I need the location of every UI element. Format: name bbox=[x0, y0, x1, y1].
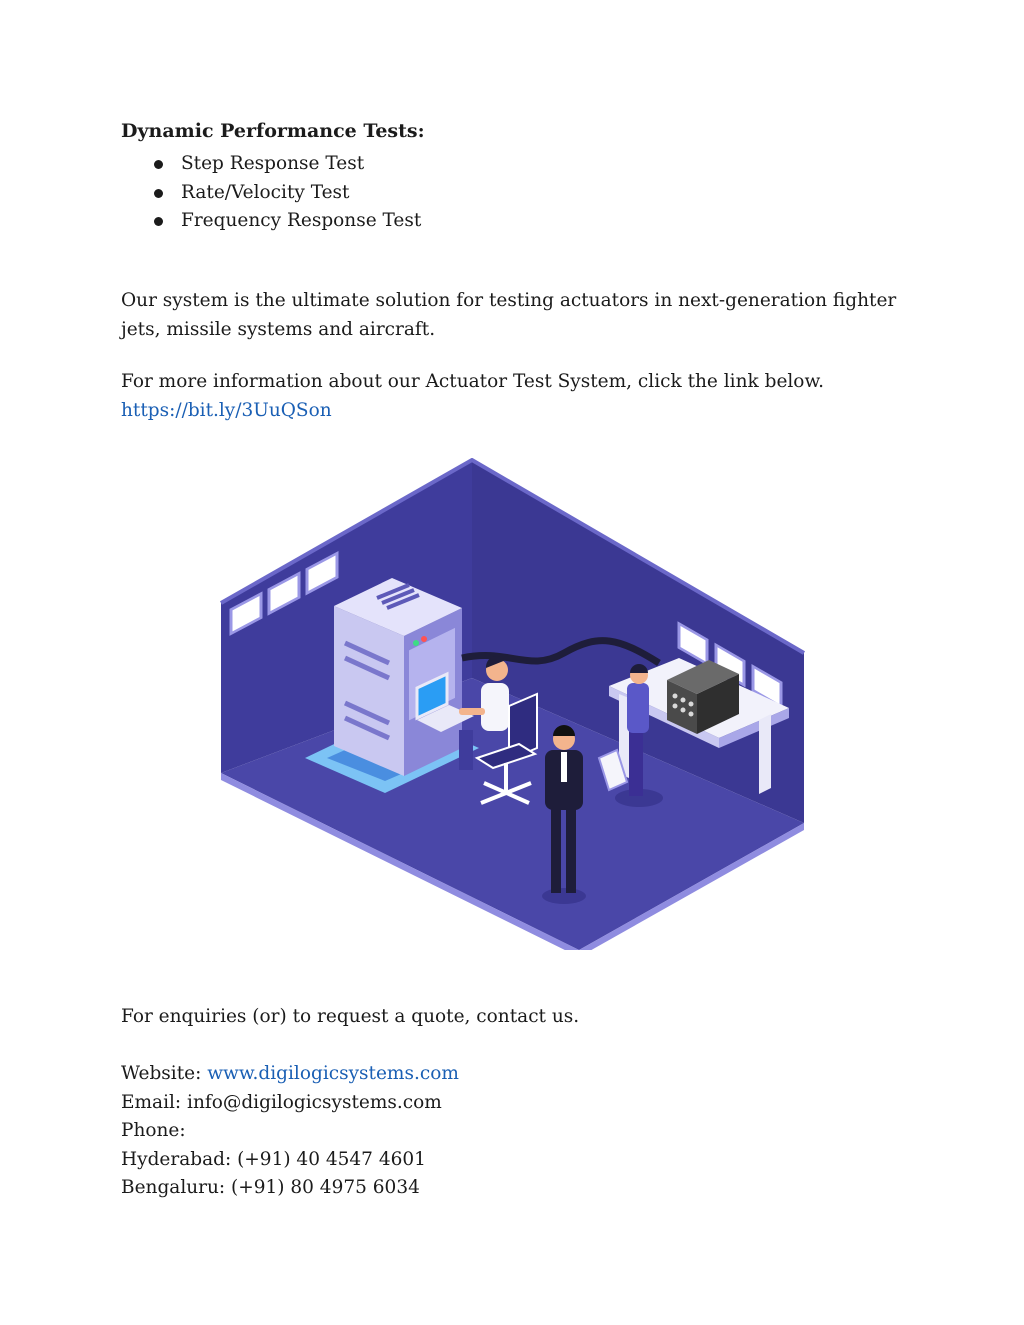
list-item-label: Step Response Test bbox=[181, 153, 365, 174]
list-item bbox=[121, 179, 421, 208]
desk-leg bbox=[759, 714, 771, 794]
bullet-icon bbox=[154, 160, 163, 169]
website-line bbox=[121, 1060, 459, 1089]
list-item bbox=[121, 150, 421, 179]
more-info-block bbox=[121, 368, 911, 425]
list-item-label: Frequency Response Test bbox=[181, 210, 422, 231]
more-info-link[interactable]: https://bit.ly/3UuQSon bbox=[121, 399, 332, 421]
enquiry-text: For enquiries (or) to request a quote, contact us. bbox=[121, 1006, 580, 1027]
hyderabad-phone: Hyderabad: (+91) 40 4547 4601 bbox=[121, 1148, 426, 1170]
test-lab-illustration bbox=[219, 458, 805, 950]
test-list bbox=[121, 150, 421, 236]
email-line: Email: info@digilogicsystems.com bbox=[121, 1091, 442, 1113]
bullet-icon bbox=[154, 189, 163, 198]
more-info-text: For more information about our Actuator Test System, click the link below. bbox=[121, 371, 824, 392]
phone-label: Phone: bbox=[121, 1120, 186, 1141]
status-light-red bbox=[421, 636, 427, 642]
website-label: Website: bbox=[121, 1063, 208, 1084]
bengaluru-phone: Bengaluru: (+91) 80 4975 6034 bbox=[121, 1177, 420, 1198]
status-light-green bbox=[413, 640, 419, 646]
bullet-icon bbox=[154, 217, 163, 226]
website-link[interactable]: www.digilogicsystems.com bbox=[207, 1063, 459, 1084]
list-item bbox=[121, 207, 421, 236]
section-heading: Dynamic Performance Tests: bbox=[121, 120, 425, 142]
list-item-label: Rate/Velocity Test bbox=[181, 181, 350, 203]
intro-paragraph: Our system is the ultimate solution for testing actuators in next-generation fighter jets, missile systems and aircraft. bbox=[121, 290, 897, 340]
